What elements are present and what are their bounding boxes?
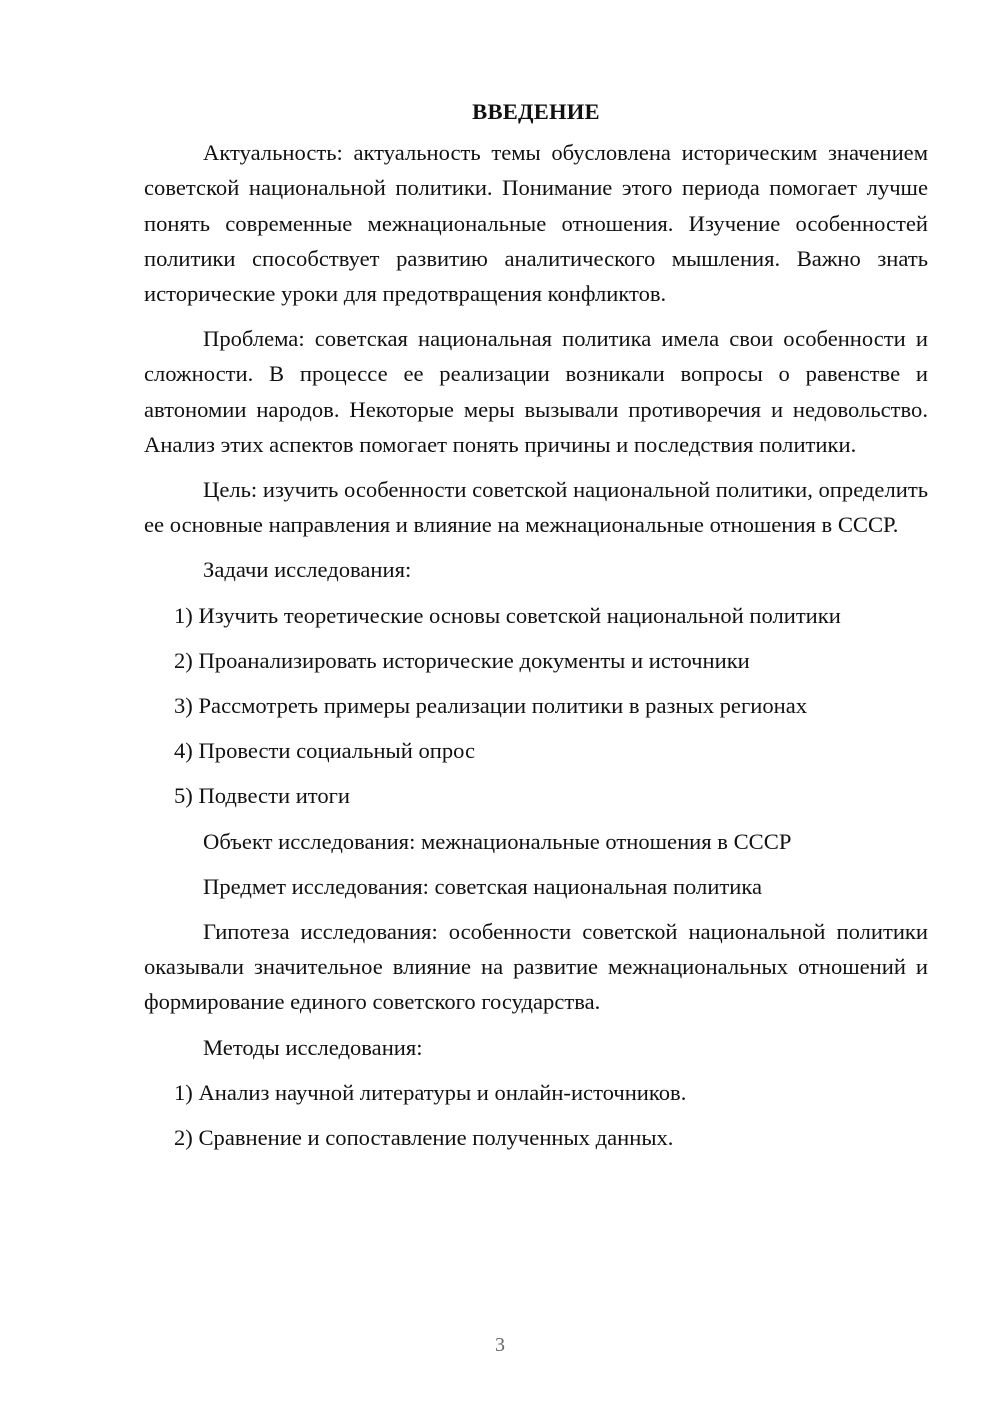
tasks-heading: Задачи исследования: (203, 557, 412, 583)
page-title: ВВЕДЕНИЕ (472, 99, 600, 124)
task-item: 1) Изучить теоретические основы советской национальной политики (174, 602, 841, 628)
task-item: 3) Рассмотреть примеры реализации политики в разных регионах (174, 693, 808, 719)
goal-paragraph: Цель: изучить особенности советской национальной политики, определить ее основные направления и влияние на межнациональные отношения в СССР. (144, 477, 928, 538)
problem-paragraph: Проблема: советская национальная политика имела свои особенности и сложности. В процессе ее реализации возникали вопросы о равенстве и автономии народов. Некоторые меры вызывали противоречия и недовольство. Анализ этих аспектов помогает понять причины и последствия политики. (144, 326, 928, 457)
task-item: 2) Проанализировать исторические документы и источники (174, 647, 750, 673)
hypothesis-paragraph: Гипотеза исследования: особенности советской национальной политики оказывали значительное влияние на развитие межнациональных отношений и формирование единого советского государства. (144, 919, 928, 1015)
relevance-paragraph: Актуальность: актуальность темы обусловлена историческим значением советской национальной политики. Понимание этого периода помогает лучше понять современные межнациональные отношения. Изучение особенностей политики способствует развитию аналитического мышления. Важно знать исторические уроки для предотвращения конфликтов. (144, 140, 928, 307)
research-subject: Предмет исследования: советская национальная политика (203, 873, 763, 899)
task-item: 4) Провести социальный опрос (174, 738, 476, 764)
task-item: 5) Подвести итоги (174, 783, 351, 809)
methods-heading: Методы исследования: (203, 1034, 423, 1060)
method-item: 1) Анализ научной литературы и онлайн-источников. (174, 1079, 687, 1105)
method-item: 2) Сравнение и сопоставление полученных данных. (174, 1125, 674, 1151)
document-page (144, 94, 928, 1165)
page-number: 3 (495, 1334, 505, 1356)
research-object: Объект исследования: межнациональные отношения в СССР (203, 828, 792, 854)
